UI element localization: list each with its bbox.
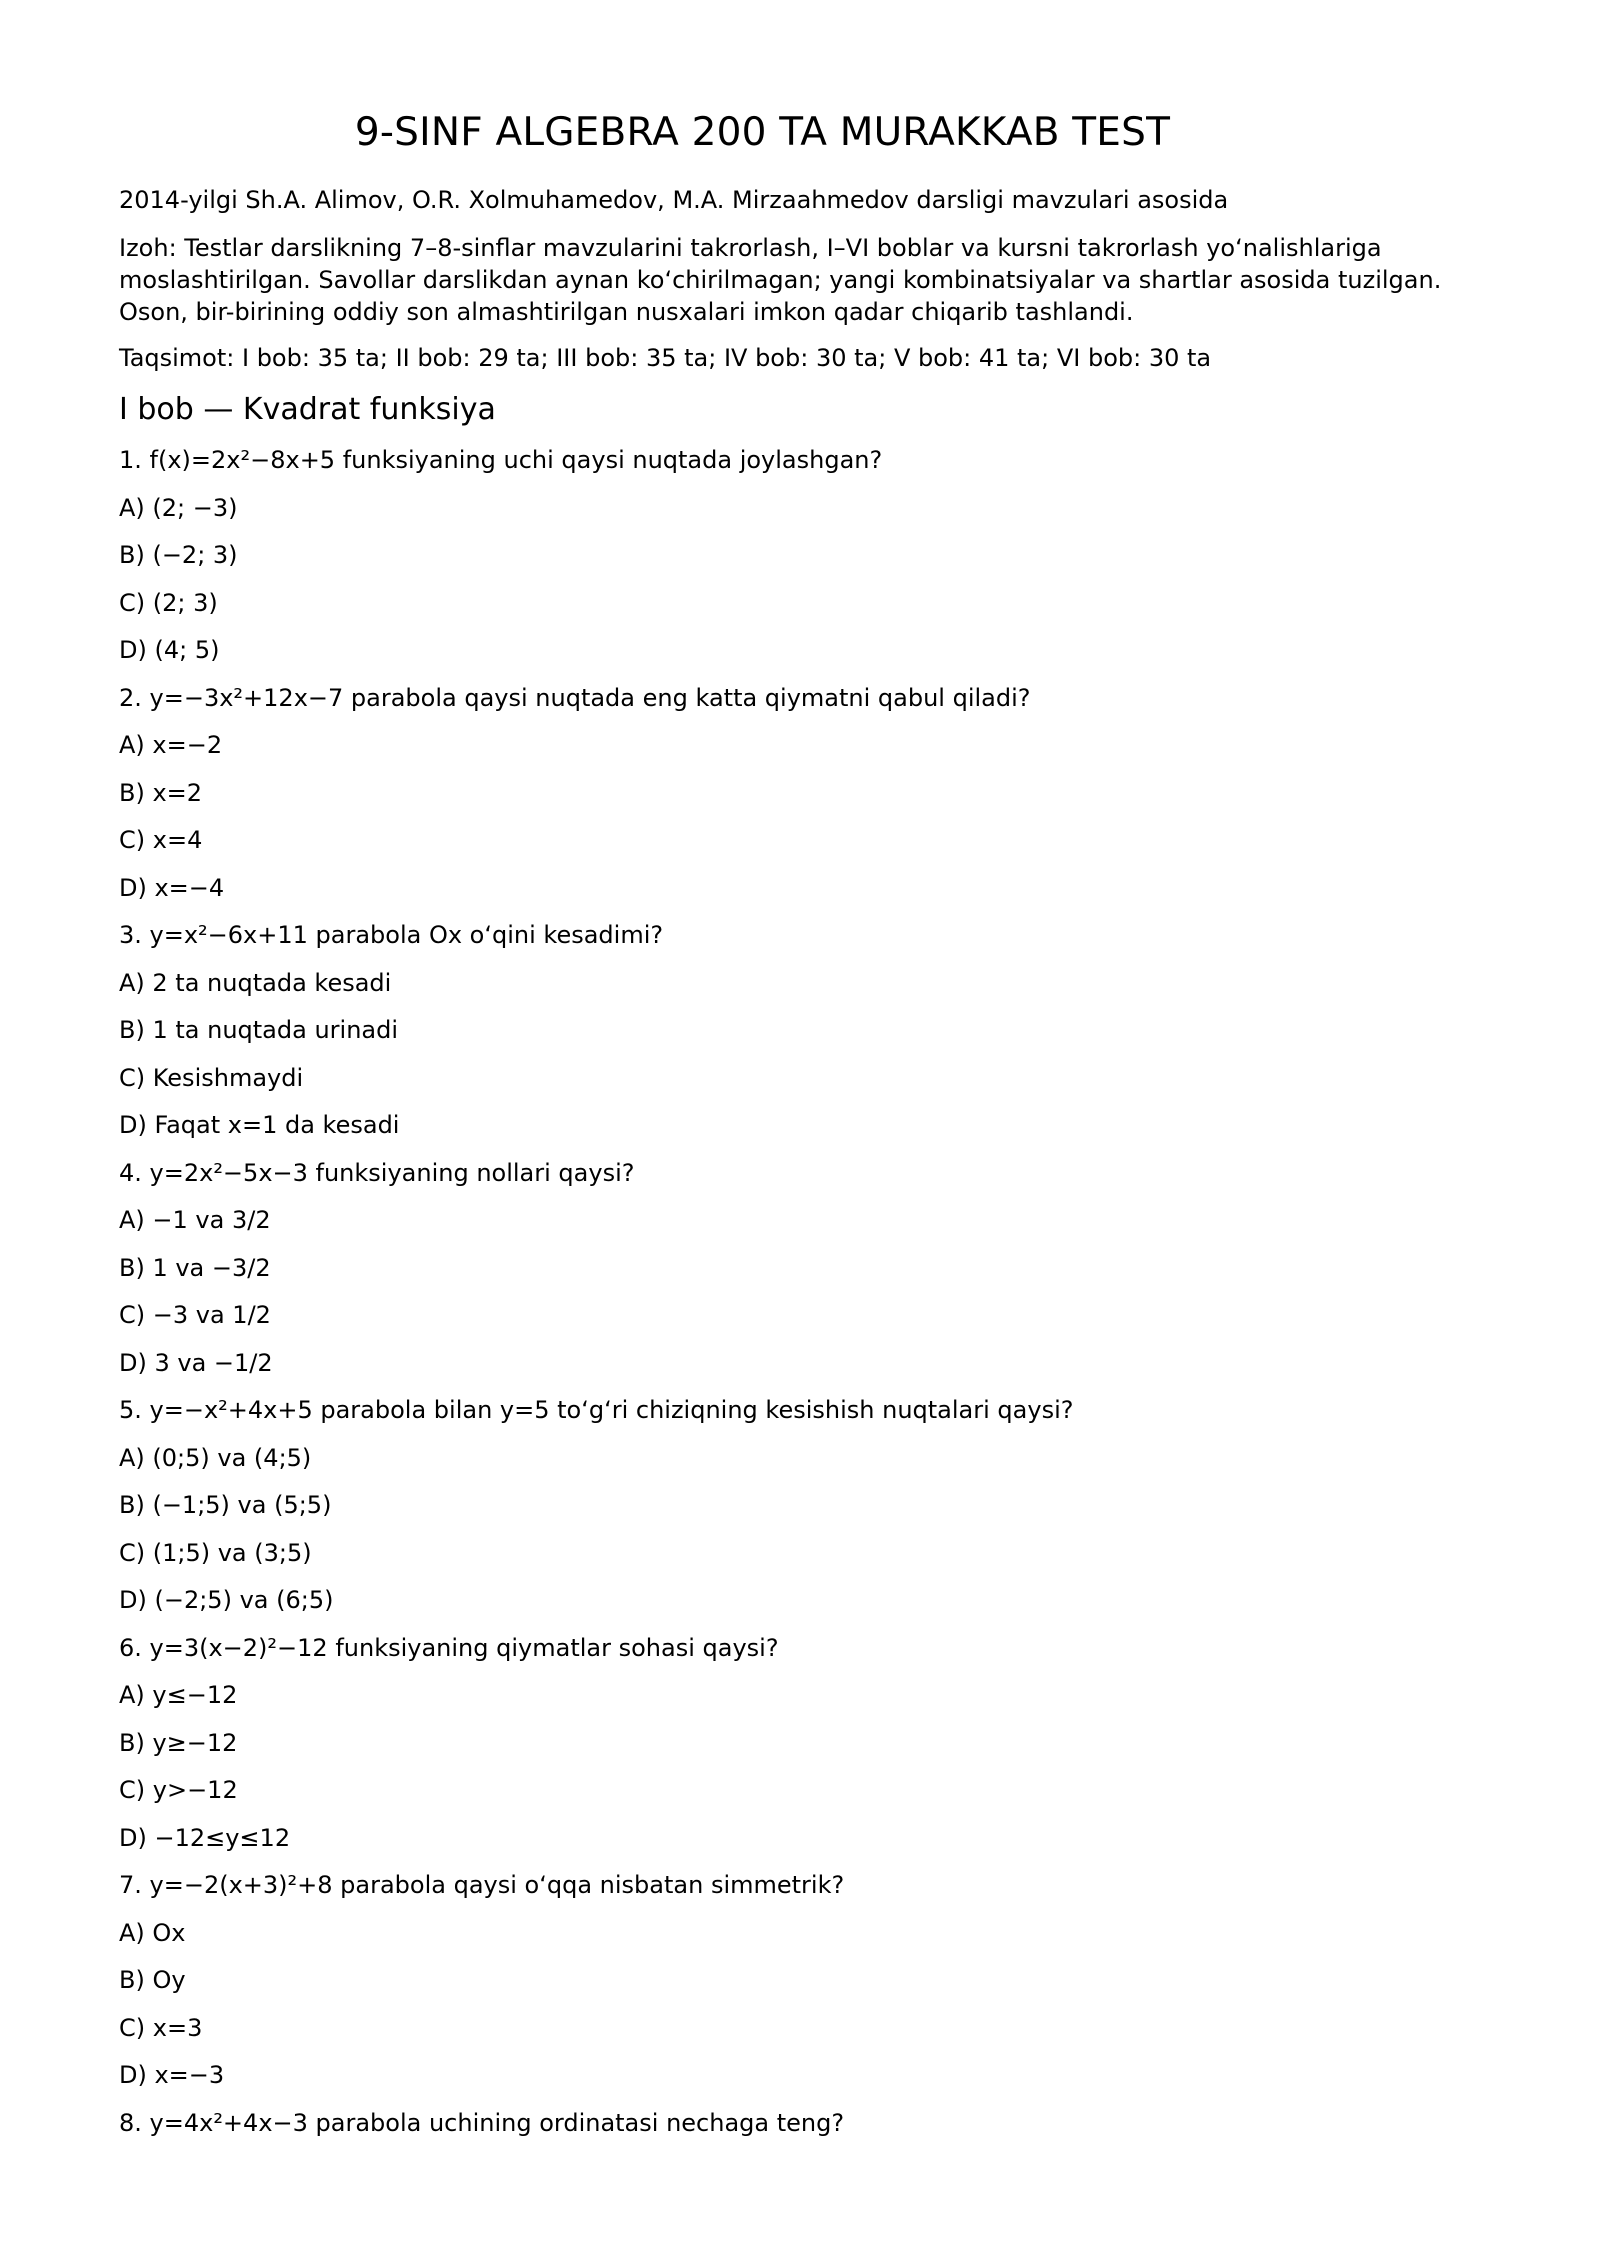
answer-option: C) −3 va 1/2 xyxy=(119,1301,271,1329)
answer-option: D) 3 va −1/2 xyxy=(119,1348,273,1377)
answer-option: C) x=3 xyxy=(119,2013,203,2042)
question-text: 5. y=−x²+4x+5 parabola bilan y=5 to‘g‘ri chiziqning kesishish nuqtalari qaysi? xyxy=(119,1396,1074,1424)
answer-option: A) (0;5) va (4;5) xyxy=(119,1443,312,1472)
question-text: 6. y=3(x−2)²−12 funksiyaning qiymatlar sohasi qaysi? xyxy=(119,1633,779,1662)
note-line: Izoh: Testlar darslikning 7–8-sinflar mavzularini takrorlash, I–VI boblar va kursni takrorlash yo‘nalishlariga xyxy=(119,234,1382,262)
document-subtitle: 2014-yilgi Sh.A. Alimov, O.R. Xolmuhamedov, M.A. Mirzaahmedov darsligi mavzulari asosida xyxy=(119,186,1229,214)
question-text: 1. f(x)=2x²−8x+5 funksiyaning uchi qaysi nuqtada joylashgan? xyxy=(119,446,883,474)
answer-option: A) y≤−12 xyxy=(119,1681,238,1709)
question-text: 8. y=4x²+4x−3 parabola uchining ordinatasi nechaga teng? xyxy=(119,2108,845,2137)
answer-option: A) (2; −3) xyxy=(119,493,238,522)
answer-option: B) 1 ta nuqtada urinadi xyxy=(119,1016,399,1044)
note-line: Oson, bir-birining oddiy son almashtirilgan nusxalari imkon qadar chiqarib tashlandi. xyxy=(119,298,1134,326)
answer-option: A) 2 ta nuqtada kesadi xyxy=(119,968,392,997)
answer-option: D) (−2;5) va (6;5) xyxy=(119,1586,334,1614)
answer-option: A) x=−2 xyxy=(119,731,223,759)
question-list xyxy=(119,444,1073,2154)
question-text: 7. y=−2(x+3)²+8 parabola qaysi o‘qqa nisbatan simmetrik? xyxy=(119,1871,845,1899)
answer-option: A) Ox xyxy=(119,1918,186,1947)
answer-option: C) y>−12 xyxy=(119,1776,238,1804)
answer-option: B) (−2; 3) xyxy=(119,541,238,569)
answer-option: A) −1 va 3/2 xyxy=(119,1206,271,1234)
question-text: 4. y=2x²−5x−3 funksiyaning nollari qaysi? xyxy=(119,1158,635,1187)
answer-option: B) 1 va −3/2 xyxy=(119,1253,271,1282)
answer-option: C) (2; 3) xyxy=(119,588,218,617)
note-paragraph xyxy=(119,232,1519,328)
answer-option: B) (−1;5) va (5;5) xyxy=(119,1491,332,1519)
question-text: 2. y=−3x²+12x−7 parabola qaysi nuqtada eng katta qiymatni qabul qiladi? xyxy=(119,683,1031,712)
answer-option: C) x=4 xyxy=(119,826,203,854)
document-title: 9-SINF ALGEBRA 200 TA MURAKKAB TEST xyxy=(354,110,1171,155)
answer-option: D) (4; 5) xyxy=(119,636,220,664)
answer-option: D) −12≤y≤12 xyxy=(119,1823,291,1852)
answer-option: B) Oy xyxy=(119,1966,186,1994)
note-line: moslashtirilgan. Savollar darslikdan aynan ko‘chirilmagan; yangi kombinatsiyalar va shartlar asosida tuzilgan. xyxy=(119,266,1442,294)
question-text: 3. y=x²−6x+11 parabola Ox o‘qini kesadimi? xyxy=(119,921,664,949)
answer-option: D) Faqat x=1 da kesadi xyxy=(119,1111,400,1139)
distribution-line: Taqsimot: I bob: 35 ta; II bob: 29 ta; III bob: 35 ta; IV bob: 30 ta; V bob: 41 ta; VI bob: 30 ta xyxy=(119,344,1212,372)
answer-option: C) (1;5) va (3;5) xyxy=(119,1538,312,1567)
answer-option: D) x=−4 xyxy=(119,873,225,902)
answer-option: B) x=2 xyxy=(119,778,203,807)
answer-option: B) y≥−12 xyxy=(119,1728,238,1757)
section-heading: I bob — Kvadrat funksiya xyxy=(119,392,496,427)
answer-option: C) Kesishmaydi xyxy=(119,1063,304,1092)
answer-option: D) x=−3 xyxy=(119,2061,225,2089)
